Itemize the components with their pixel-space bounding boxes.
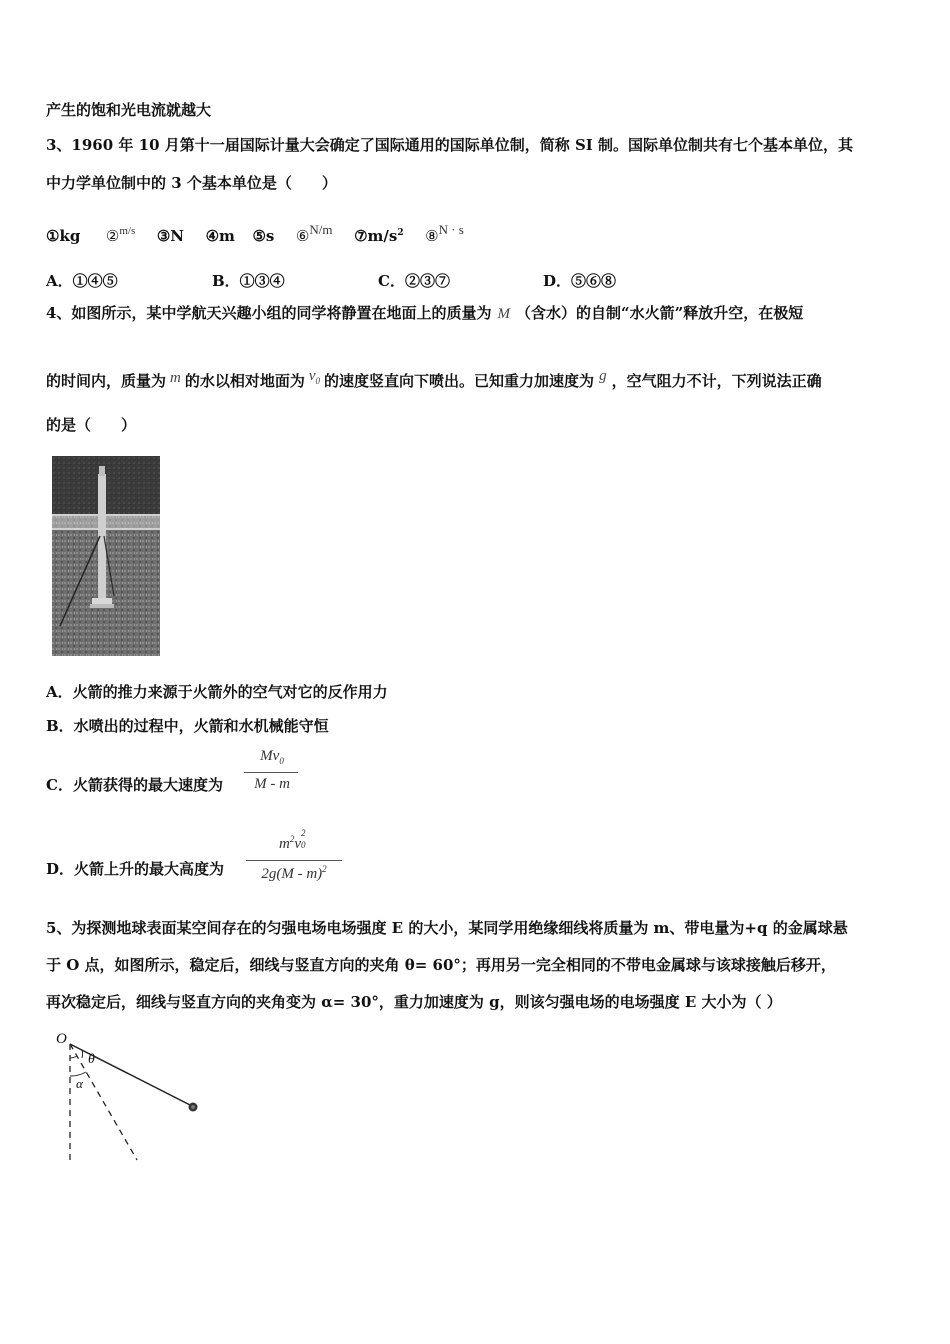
unit-3: ③N xyxy=(156,227,184,245)
unit-6: N/m xyxy=(309,222,333,237)
q4-option-a: A．火箭的推力来源于火箭外的空气对它的反作用力 xyxy=(46,683,388,701)
angle-theta-label: θ xyxy=(88,1052,95,1067)
velocity-v0: $v_0$ xyxy=(308,368,321,386)
q4-line1: 4、如图所示，某中学航天兴趣小组的同学将静置在地面上的质量为 M （含水）的自制“水火箭”释放升空，在极短 xyxy=(46,304,804,322)
fraction-c-numerator: $Mv_0$ xyxy=(260,748,284,766)
q4-line2: 的时间内，质量为 m 的水以相对地面为 $v_0$ 的速度竖直向下喷出。已知重力加速度为 g ，空气阻力不计，下列说法正确 xyxy=(46,368,822,390)
mass-m: m xyxy=(170,370,181,386)
unit-2: m/s xyxy=(119,225,136,237)
fraction-c-denominator: M - m xyxy=(254,776,290,792)
q5-line2: 于 O 点，如图所示，稳定后，细线与竖直方向的夹角 θ= 60°；再用另一完全相同的不带电金属球与该球接触后移开， xyxy=(46,956,836,974)
q3-line2: 中力学单位制中的 3 个基本单位是（ ） xyxy=(46,174,337,192)
unit-6-prefix: ⑥ xyxy=(295,227,310,245)
q3-line1: 3、1960 年 10 月第十一届国际计量大会确定了国际通用的国际单位制，简称 SI 制。国际单位制共有七个基本单位，其 xyxy=(46,136,854,154)
fraction-d-numerator: $m^2v$ 2 0 xyxy=(278,828,306,852)
pivot-label-O: O xyxy=(56,1031,67,1047)
fraction-d-denominator: 2g(M - m)$^2$ xyxy=(261,864,327,882)
rocket-photo xyxy=(52,456,160,656)
q4-option-c: C．火箭获得的最大速度为 xyxy=(46,776,223,794)
fraction-c-bar xyxy=(244,772,298,773)
q5-line1: 5、为探测地球表面某空间存在的匀强电场电场强度 E 的大小，某同学用绝缘细线将质量为 m、带电量为+q 的金属球悬 xyxy=(46,919,848,937)
q3-option-a: A．①④⑤ xyxy=(46,272,118,290)
q3-option-c: C．②③⑦ xyxy=(378,272,450,290)
q4-option-d: D．火箭上升的最大高度为 xyxy=(46,860,225,878)
fraction-d-bar xyxy=(246,860,342,861)
q4-option-d-fraction xyxy=(244,828,344,886)
q4-option-b: B．水喷出的过程中，火箭和水机械能守恒 xyxy=(46,717,329,735)
q3-option-b: B．①③④ xyxy=(212,272,285,290)
gravity-g: g xyxy=(599,368,607,384)
q3-units-row xyxy=(46,220,464,246)
unit-5: ⑤s xyxy=(252,227,275,245)
q4-line3: 的是（ ） xyxy=(46,416,137,434)
intro-line: 产生的饱和光电流就越大 xyxy=(46,101,212,119)
q5-line3: 再次稳定后，细线与竖直方向的夹角变为 α= 30°，重力加速度为 g，则该匀强电场的电场强度 E 大小为（ ） xyxy=(46,993,782,1011)
unit-4: ④m xyxy=(205,227,235,245)
mass-M: M xyxy=(497,306,510,322)
q4-option-c-fraction xyxy=(244,748,300,798)
unit-8: N · s xyxy=(438,222,464,237)
q3-option-d: D．⑤⑥⑧ xyxy=(543,272,617,290)
unit-8-prefix: ⑧ xyxy=(425,227,439,245)
unit-7: $⑦m/s^2$ xyxy=(354,227,404,245)
unit-1: ①kg xyxy=(46,227,81,245)
angle-alpha-label: α xyxy=(76,1076,83,1091)
unit-2-prefix: ② xyxy=(105,227,120,245)
pendulum-diagram xyxy=(52,1030,212,1170)
